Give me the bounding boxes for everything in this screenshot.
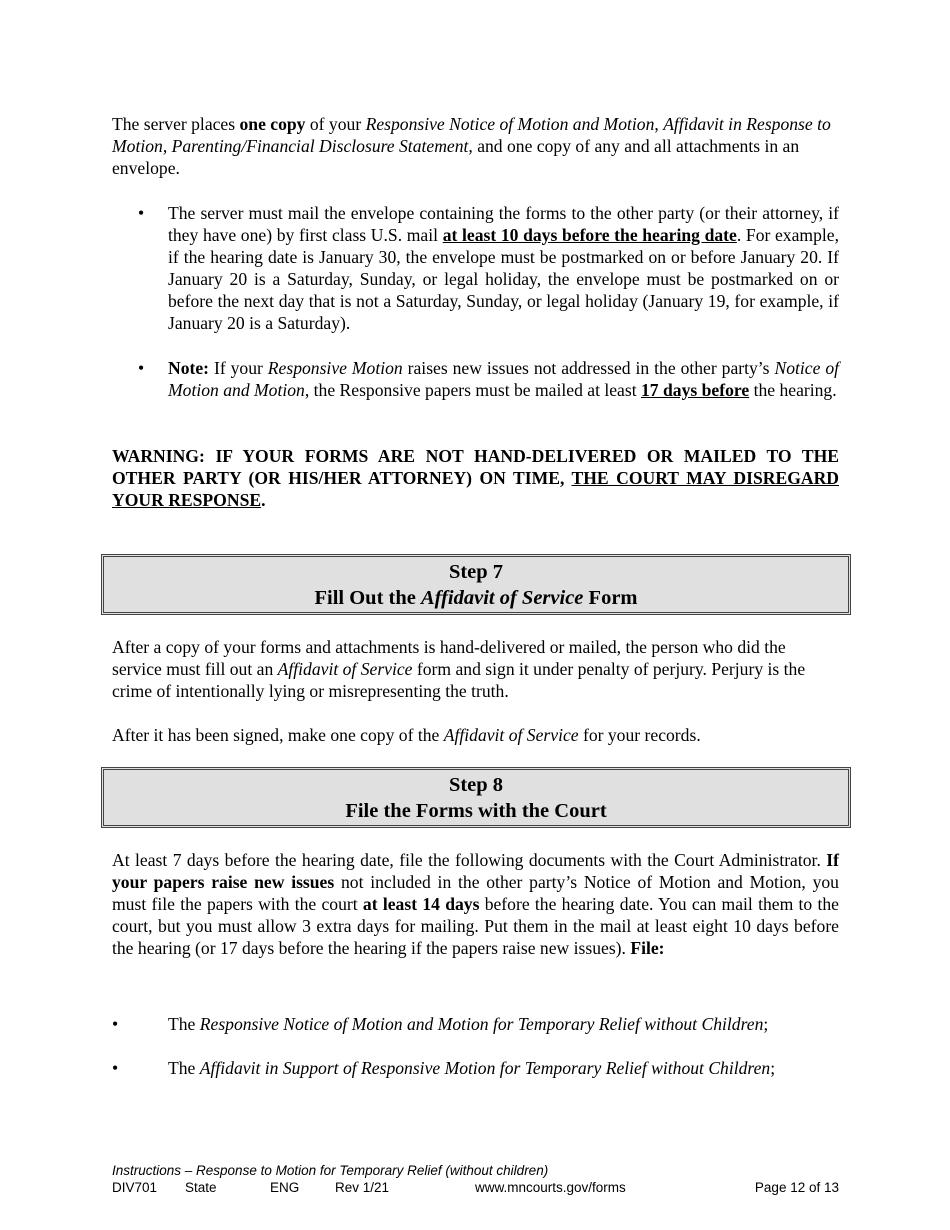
form-name: Responsive Motion [267,358,403,378]
text: WARNING: IF YOUR FORMS ARE NOT HAND-DELIVERED OR MAILED TO THE OTHER PARTY (OR HIS/HER ATTORNEY) ON TIME, [112,446,839,488]
list-item [112,202,839,334]
note-bullet-list [112,357,839,401]
text: The [168,1014,200,1034]
form-name: Affidavit of Service [443,725,579,745]
server-bullet-list [112,202,839,334]
form-name: Affidavit in Support of Responsive Motion for Temporary Relief without Children [199,1058,771,1078]
bullet-icon: • [138,203,145,223]
jurisdiction: State [185,1180,217,1195]
emphasis-bold: one copy [239,114,306,134]
text: form and sign it under penalty of perjury. Perjury is the crime of intentionally lying or misrepresenting the truth. [112,659,806,701]
step-8-paragraph [112,849,839,959]
text: , [162,136,172,156]
form-id: DIV701 [112,1180,158,1195]
list-item [112,1057,839,1079]
text: the hearing. [749,380,837,400]
text: before the hearing date. You can mail them to the court, but you must allow 3 extra days for mailing. Put them in the mail at least eight 10 days before the hearing (or 17 days before the hearing if the papers raise new issues). [112,894,839,958]
text: After a copy of your forms and attachments is hand-delivered or mailed, the person who did the service must fill out an [112,637,786,679]
form-name: Affidavit in Response to Motion [112,114,831,156]
warning-paragraph [112,445,839,511]
note-label: Note: [168,358,210,378]
text: not included in the other party’s Notice of Motion and Motion, you must file the papers with the court [112,872,839,914]
form-name: Responsive Notice of Motion and Motion for Temporary Relief without Children [199,1014,764,1034]
deadline-emphasis: 17 days before [641,380,750,400]
website-link[interactable]: www.mncourts.gov/forms [475,1180,626,1195]
text: . [261,490,266,510]
language-code: ENG [270,1180,300,1195]
text: raises new issues not addressed in the other party’s [402,358,775,378]
deadline-emphasis: at least 10 days before the hearing date [442,225,737,245]
text: for your records. [578,725,701,745]
text: of your [305,114,366,134]
step-title: File the Forms with the Court [345,800,607,822]
form-name: Responsive Notice of Motion and Motion [365,114,655,134]
form-name: Affidavit of Service [420,587,584,609]
list-item [112,357,839,401]
step-7-header [101,554,851,615]
bullet-icon: • [138,358,145,378]
emphasis-bold: If your papers raise new issues [112,850,839,892]
bullet-icon: • [112,1014,119,1034]
page-footer [112,1162,839,1195]
list-item [112,1013,839,1035]
text: After it has been signed, make one copy of the [112,725,444,745]
step-title [104,585,848,611]
text: , [654,114,664,134]
bullet-icon: • [112,1058,119,1078]
file-document-list [112,1013,839,1079]
text: If your [209,358,268,378]
footer-title: Instructions – Response to Motion for Temporary Relief (without children) [112,1163,549,1178]
page-number: Page 12 of 13 [754,1180,839,1195]
step-8-header [101,767,851,828]
warning-emphasis: THE COURT MAY DISREGARD YOUR RESPONSE [112,468,839,510]
text: The server must mail the envelope containing the forms to the other party (or their attorney, if they have one) by first class U.S. mail [168,203,839,245]
step-number: Step 7 [448,561,504,583]
text: Form [583,587,638,609]
text: Fill Out the [314,587,421,609]
text: . For example, if the hearing date is January 30, the envelope must be postmarked on or before January 20. If January 20 is a Saturday, Sunday, or legal holiday, the envelope must be postmarked on or before the next day that is not a Saturday, Sunday, or legal holiday (January 19, for example, if January 20 is a Saturday). [168,225,839,333]
form-name: Notice of Motion and Motion [168,358,840,400]
text: The server places [112,114,240,134]
text: and one copy of any and all attachments in an envelope. [112,136,800,178]
text: ; [770,1058,776,1078]
text: , the Responsive papers must be mailed at least [304,380,641,400]
form-name: Affidavit of Service [277,659,413,679]
text: The [168,1058,200,1078]
step-7-paragraph-1 [112,636,839,702]
text: At least 7 days before the hearing date, file the following documents with the Court Administrator. [112,850,827,870]
revision: Rev 1/21 [335,1180,390,1195]
step-7-paragraph-2 [112,724,839,746]
file-label: File: [630,938,665,958]
step-number: Step 8 [448,774,504,796]
form-name: Parenting/Financial Disclosure Statement, [171,136,473,156]
intro-paragraph [112,113,839,179]
text: ; [763,1014,769,1034]
emphasis-bold: at least 14 days [362,894,480,914]
